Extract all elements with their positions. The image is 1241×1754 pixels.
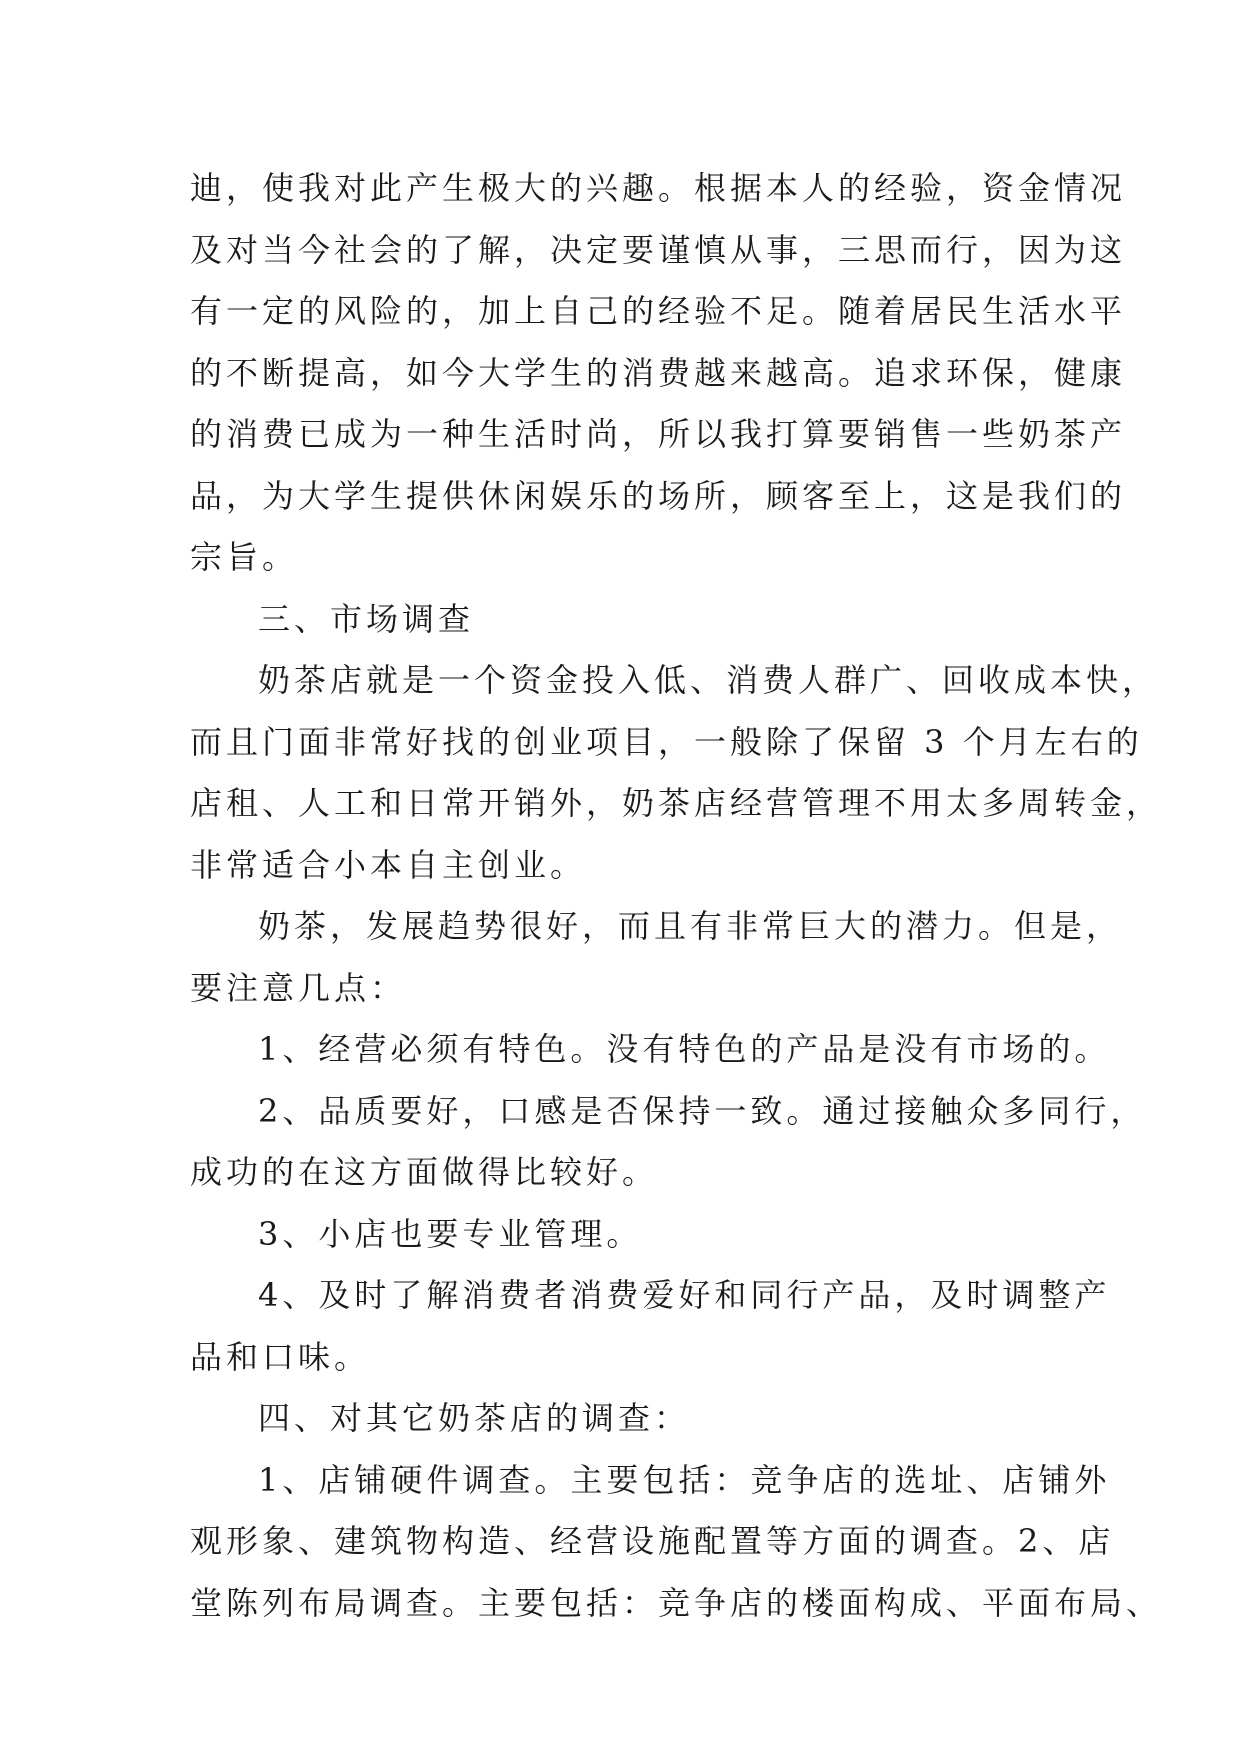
text-line: 宗旨。 bbox=[190, 538, 299, 576]
text-line: 的不断提高，如今大学生的消费越来越高。追求环保，健康 bbox=[190, 353, 1127, 392]
text-line: 而且门面非常好找的创业项目，一般除了保留 3 个月左右的 bbox=[190, 722, 1143, 761]
text-line: 非常适合小本自主创业。 bbox=[190, 845, 587, 884]
section-heading: 四、对其它奶茶店的调查： bbox=[258, 1399, 691, 1437]
list-item: 3、小店也要专业管理。 bbox=[258, 1214, 643, 1253]
list-item: 1、经营必须有特色。没有特色的产品是没有市场的。 bbox=[258, 1030, 1111, 1068]
text-line: 要注意几点： bbox=[190, 968, 407, 1007]
list-item: 4、及时了解消费者消费爱好和同行产品，及时调整产 bbox=[258, 1276, 1111, 1314]
text-line: 品，为大学生提供休闲娱乐的场所，顾客至上，这是我们的 bbox=[190, 476, 1127, 515]
text-line: 的消费已成为一种生活时尚，所以我打算要销售一些奶茶产 bbox=[190, 415, 1127, 453]
section-heading: 三、市场调查 bbox=[258, 599, 475, 638]
text-line: 奶茶，发展趋势很好，而且有非常巨大的潜力。但是， bbox=[258, 907, 1123, 945]
text-line: 品和口味。 bbox=[190, 1337, 371, 1376]
text-line: 堂陈列布局调查。主要包括：竞争店的楼面构成、平面布局、 bbox=[190, 1583, 1163, 1622]
list-item: 2、品质要好，口感是否保持一致。通过接触众多同行， bbox=[258, 1091, 1147, 1130]
document-body bbox=[190, 158, 1163, 1634]
text-line: 有一定的风险的，加上自己的经验不足。随着居民生活水平 bbox=[190, 292, 1127, 330]
text-line: 奶茶店就是一个资金投入低、消费人群广、回收成本快， bbox=[258, 661, 1159, 699]
text-line: 店租、人工和日常开销外，奶茶店经营管理不用太多周转金， bbox=[190, 784, 1163, 822]
text-line: 迪，使我对此产生极大的兴趣。根据本人的经验，资金情况 bbox=[190, 169, 1127, 207]
text-line: 及对当今社会的了解，决定要谨慎从事，三思而行，因为这 bbox=[190, 230, 1127, 269]
list-item: 1、店铺硬件调查。主要包括：竞争店的选址、店铺外 bbox=[258, 1460, 1111, 1499]
text-line: 观形象、建筑物构造、经营设施配置等方面的调查。2、店 bbox=[190, 1522, 1115, 1560]
text-line: 成功的在这方面做得比较好。 bbox=[190, 1153, 659, 1191]
